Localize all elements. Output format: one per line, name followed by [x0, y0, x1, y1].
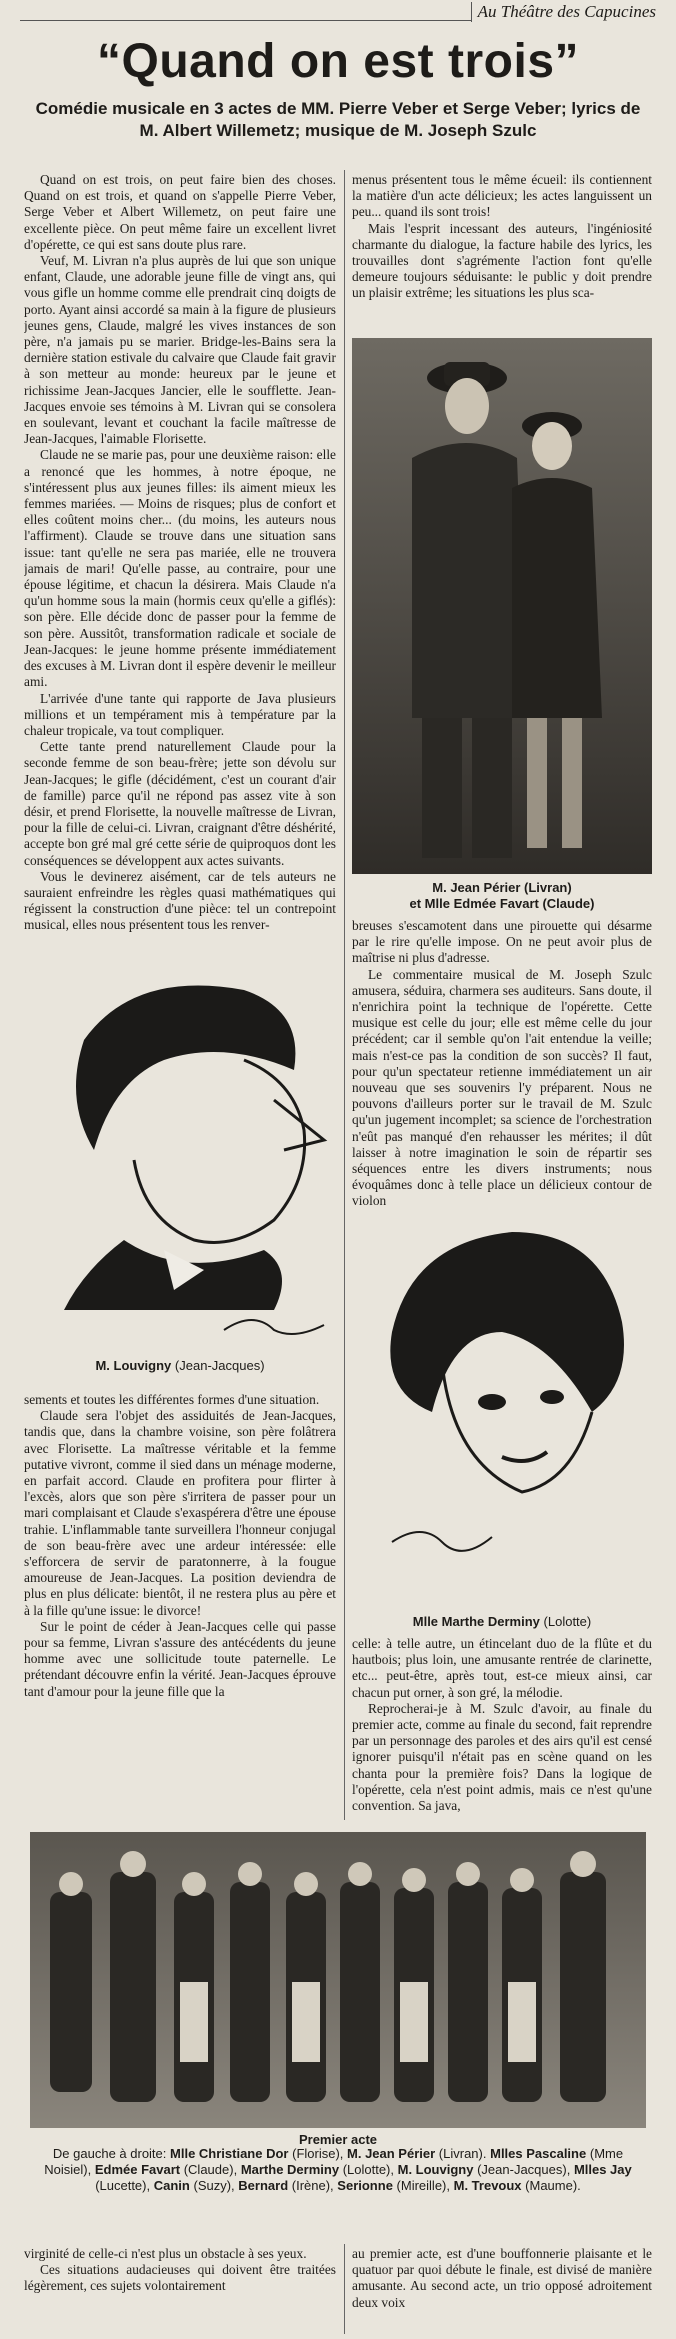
credit-name: Canin [153, 2178, 190, 2193]
caption-name: M. Louvigny [95, 1358, 172, 1373]
credit-role: (Lolotte), [342, 2162, 394, 2177]
credit-name: Edmée Favart [94, 2162, 181, 2177]
sketch-derminy [352, 1212, 652, 1612]
group-photo [30, 1832, 646, 2128]
caption-line: et Mlle Edmée Favart (Claude) [409, 896, 595, 911]
photo-image [30, 1832, 646, 2128]
caption-name: Mlle Marthe Derminy [412, 1614, 540, 1629]
paragraph: au premier acte, est d'une bouffonnerie plaisante et le quatuor par quoi débute le finale, est divisé de manière amusante. Au second acte, un trio opposé adroitement deux voix [352, 2246, 652, 2310]
credit-role: (Mme Noisiel), [44, 2146, 624, 2177]
paragraph: L'arrivée d'une tante qui rapporte de Java plusieurs millions et un tempérament mis à température par la chaleur tropicale, va tout compliquer. [24, 690, 336, 738]
credit-name: M. Jean Périer [347, 2146, 436, 2161]
paragraph: Sur le point de céder à Jean-Jacques celle qui passe pour sa femme, Livran s'assure des antécédents du jeune homme avec une sollicitude toute paternelle. Le prétendant découvre enfin la vérité. Jean-Jacques éprouve tant d'amour pour la jeune fille que la [24, 1618, 336, 1699]
credit-name: Mlles Jay [573, 2162, 632, 2177]
group-photo-credits [30, 2146, 646, 2194]
credit-role: (Florise), [292, 2146, 344, 2161]
article-column-3 [352, 918, 652, 1208]
paragraph: Mais l'esprit incessant des auteurs, l'ingéniosité charmante du dialogue, la facture habile des lyrics, les trouvailles dont s'agrémente l'action font qu'elle demeure toujours séduisante: le public y doit prendre un plaisir extrême; les situations les plus sca- [352, 220, 652, 301]
credit-name: Mlles Pascaline [490, 2146, 587, 2161]
photo-image [352, 338, 652, 874]
paragraph: Ces situations audacieuses qui doivent être traitées légèrement, ces sujets volontairement [24, 2262, 336, 2294]
column-separator [344, 1380, 345, 1820]
group-photo-title-text: Premier acte [298, 2132, 378, 2147]
paragraph: Claude sera l'objet des assiduités de Jean-Jacques, tandis que, dans la chambre voisine, son père folâtrera avec Florisette. La maîtresse véritable et la femme putative vivront, comme il sied dans un ménage moderne, en parfait accord. Claude en profitera pour flirter à l'excès, alors que son père s'irritera de passer pour un mari complaisant et Claude s'exaspérera d'être une épouse trahie. L'inflammable tante surveillera l'honneur conjugal de son beau-frère avec une ardeur intéressée: elle s'efforcera de servir de paratonnerre, à la fougue amoureuse de Jean-Jacques. La position deviendra de plus en plus délicate: bientôt, il ne restera plus au père et à la fille qu'une issue: le divorce! [24, 1408, 336, 1618]
credit-role: (Suzy), [193, 2178, 235, 2193]
paragraph: menus présentent tous le même écueil: ils contiennent la matière d'un acte délicieux; les actes languissent un peu... quand ils sont trois! [352, 172, 652, 220]
credit-name: M. Louvigny [397, 2162, 474, 2177]
article-column-7 [352, 2246, 652, 2334]
paragraph: Claude ne se marie pas, pour une deuxième raison: elle a renoncé que les hommes, à notre époque, ne s'intéressent plus aux jeunes filles: ils aiment mieux les femmes mariées. — Moins de risques; plus de confort et elles coûtent moins cher... (du moins, les auteurs nous l'affirment). Claude se trouve dans une situation sans issue: tant qu'elle ne sera pas mariée, elle ne trouvera jamais de mari! Qu'elle passe, au contraire, pour une épouse légitime, et chacun la désirera. Mais Claude n'a qu'un homme sous la main (hormis ceux qu'elle a giflés): son père. Elle décide donc de passer pour la femme de son père. Aussitôt, transformation radicale et sociale de Jean-Jacques: le jeune homme présente immédiatement des excuses à M. Livran dont il espère devenir le meilleur ami. [24, 447, 336, 690]
credit-role: (Jean-Jacques), [477, 2162, 571, 2177]
caption-role: (Jean-Jacques) [174, 1358, 265, 1373]
credit-name: Bernard [238, 2178, 289, 2193]
article-title: “Quand on est trois” [96, 35, 580, 88]
paragraph: breuses s'escamotent dans une pirouette qui désarme par le rire qu'elle impose. On ne peut avoir plus de maîtrise ni plus d'adresse. [352, 918, 652, 966]
credit-name: Serionne [337, 2178, 393, 2193]
article-column-5 [352, 1636, 652, 1822]
photo-perier-favart [352, 338, 652, 874]
sketch1-caption [24, 1358, 336, 1374]
sketch-louvigny [24, 950, 336, 1350]
article-column-2 [352, 172, 652, 324]
paragraph: Veuf, M. Livran n'a plus auprès de lui que son unique enfant, Claude, une adorable jeune fille de vingt ans, qui vous gifle un homme comme elle prendrait cinq doigts de porto. Ayant ainsi accordé sa main à la figure de plusieurs jeunes gens, Claude, malgré les vives instances de son père, n'a jamais pu se marier. Bridge-les-Bains sera la dernière station estivale du calvaire que Claude fait gravir à son metteur au monde: heureux par le jeune et richissime Jean-Jacques Jancier, elle le soufflette. Jean-Jacques envoie ses témoins à M. Livran qui se consolera en soulevant, levant et couchant la facile maîtresse de Jean-Jacques, l'aimable Florisette. [24, 253, 336, 447]
paragraph: Le commentaire musical de M. Joseph Szulc amusera, séduira, charmera ses auditeurs. Sans doute, il n'enrichira point la technique de l'opérette. Cette musique est celle du jour; elle est même celle du jour précédent; car il semble qu'on l'ait entendue la veille; mais n'est-ce pas la condition de son succès? Il faut, pour qu'un spectateur retienne immédiatement un air nouveau que ses souvenirs l'y préparent. Nous ne pouvons d'ailleurs porter sur le travail de M. Szulc qu'un jugement incomplet; sa science de l'orchestration n'eût pas manqué d'en rehausser les mérites; il dût laisser à notre imagination le soin de répartir ses séquences entre les divers instruments; nous évoquâmes donc à telle place un délicieux contour de violon [352, 966, 652, 1208]
credit-role: (Lucette), [95, 2178, 151, 2193]
credit-role: (Claude), [183, 2162, 238, 2177]
running-head: Au Théâtre des Capucines [471, 2, 662, 22]
caption-role: (Lolotte) [543, 1614, 592, 1629]
credits-intro: De gauche à droite: [52, 2146, 167, 2161]
credit-role: (Maume). [525, 2178, 581, 2193]
caption-line: M. Jean Périer (Livran) [432, 880, 572, 895]
credit-name: Mlle Christiane Dor [170, 2146, 289, 2161]
credit-role: (Livran). [438, 2146, 487, 2161]
paragraph: Reprocherai-je à M. Szulc d'avoir, au finale du premier acte, comme au finale du second, fait reprendre par un personnage des paroles et des airs qu'il est censé ignorer puisqu'il n'était pas en scène quand on les chanta pour la première fois? Dans la logique de l'opérette, cela n'est point admis, mais ce n'est qu'une convention. Sa java, [352, 1700, 652, 1814]
caricature-image [24, 950, 336, 1350]
caricature-image [352, 1212, 652, 1612]
paragraph: Cette tante prend naturellement Claude pour la seconde femme de son beau-frère; jette son dévolu sur Jean-Jacques; le gifle (décidément, c'est un courant d'air de famille) parce qu'il ne répond pas assez vite à son désir, et prend Florisette, la nouvelle maîtresse de Livran, pour la fille de celui-ci. Livran, craignant d'être déshérité, accepte bon gré mal gré cette série de quiproquos dont les conséquences se développent aux actes suivants. [24, 739, 336, 868]
credit-name: M. Trevoux [453, 2178, 522, 2193]
credit-role: (Mireille), [396, 2178, 450, 2193]
article-column-6 [24, 2246, 336, 2334]
paragraph: sements et toutes les différentes formes d'une situation. [24, 1392, 320, 1407]
photo1-caption [352, 880, 652, 912]
credit-role: (Irène), [291, 2178, 334, 2193]
paragraph: Quand on est trois, on peut faire bien des choses. Quand on est trois, et quand on s'appelle Pierre Veber, Serge Veber et Albert Willemetz, on peut faire une excellente pièce. On peut même faire un excellent livret d'opérette, ce qui est sans doute plus rare. [24, 172, 336, 252]
sketch2-caption [352, 1614, 652, 1630]
column-separator [344, 2244, 345, 2334]
paragraph: virginité de celle-ci n'est plus un obstacle à ses yeux. [24, 2246, 307, 2261]
article-subtitle: Comédie musicale en 3 actes de MM. Pierre Veber et Serge Veber; lyrics de M. Albert Willemetz; musique de M. Joseph Szulc [35, 99, 641, 140]
article-column-4 [24, 1392, 336, 1822]
paragraph: celle: à telle autre, un étincelant duo de la flûte et du hautbois; plus loin, une amusante rentrée de clarinette, etc... peut-être, après tout, est-ce mieux ainsi, car chacun put orner, à son gré, la mélodie. [352, 1636, 652, 1700]
credit-name: Marthe Derminy [240, 2162, 340, 2177]
column-separator [344, 170, 345, 1470]
article-column-1 [24, 172, 336, 938]
paragraph: Vous le devinerez aisément, car de tels auteurs ne sauraient enfreindre les règles quasi mathématiques qui régissent la construction d'une pièce: tel un contrepoint musical, elles nous présentent tous les renver- [24, 868, 336, 933]
